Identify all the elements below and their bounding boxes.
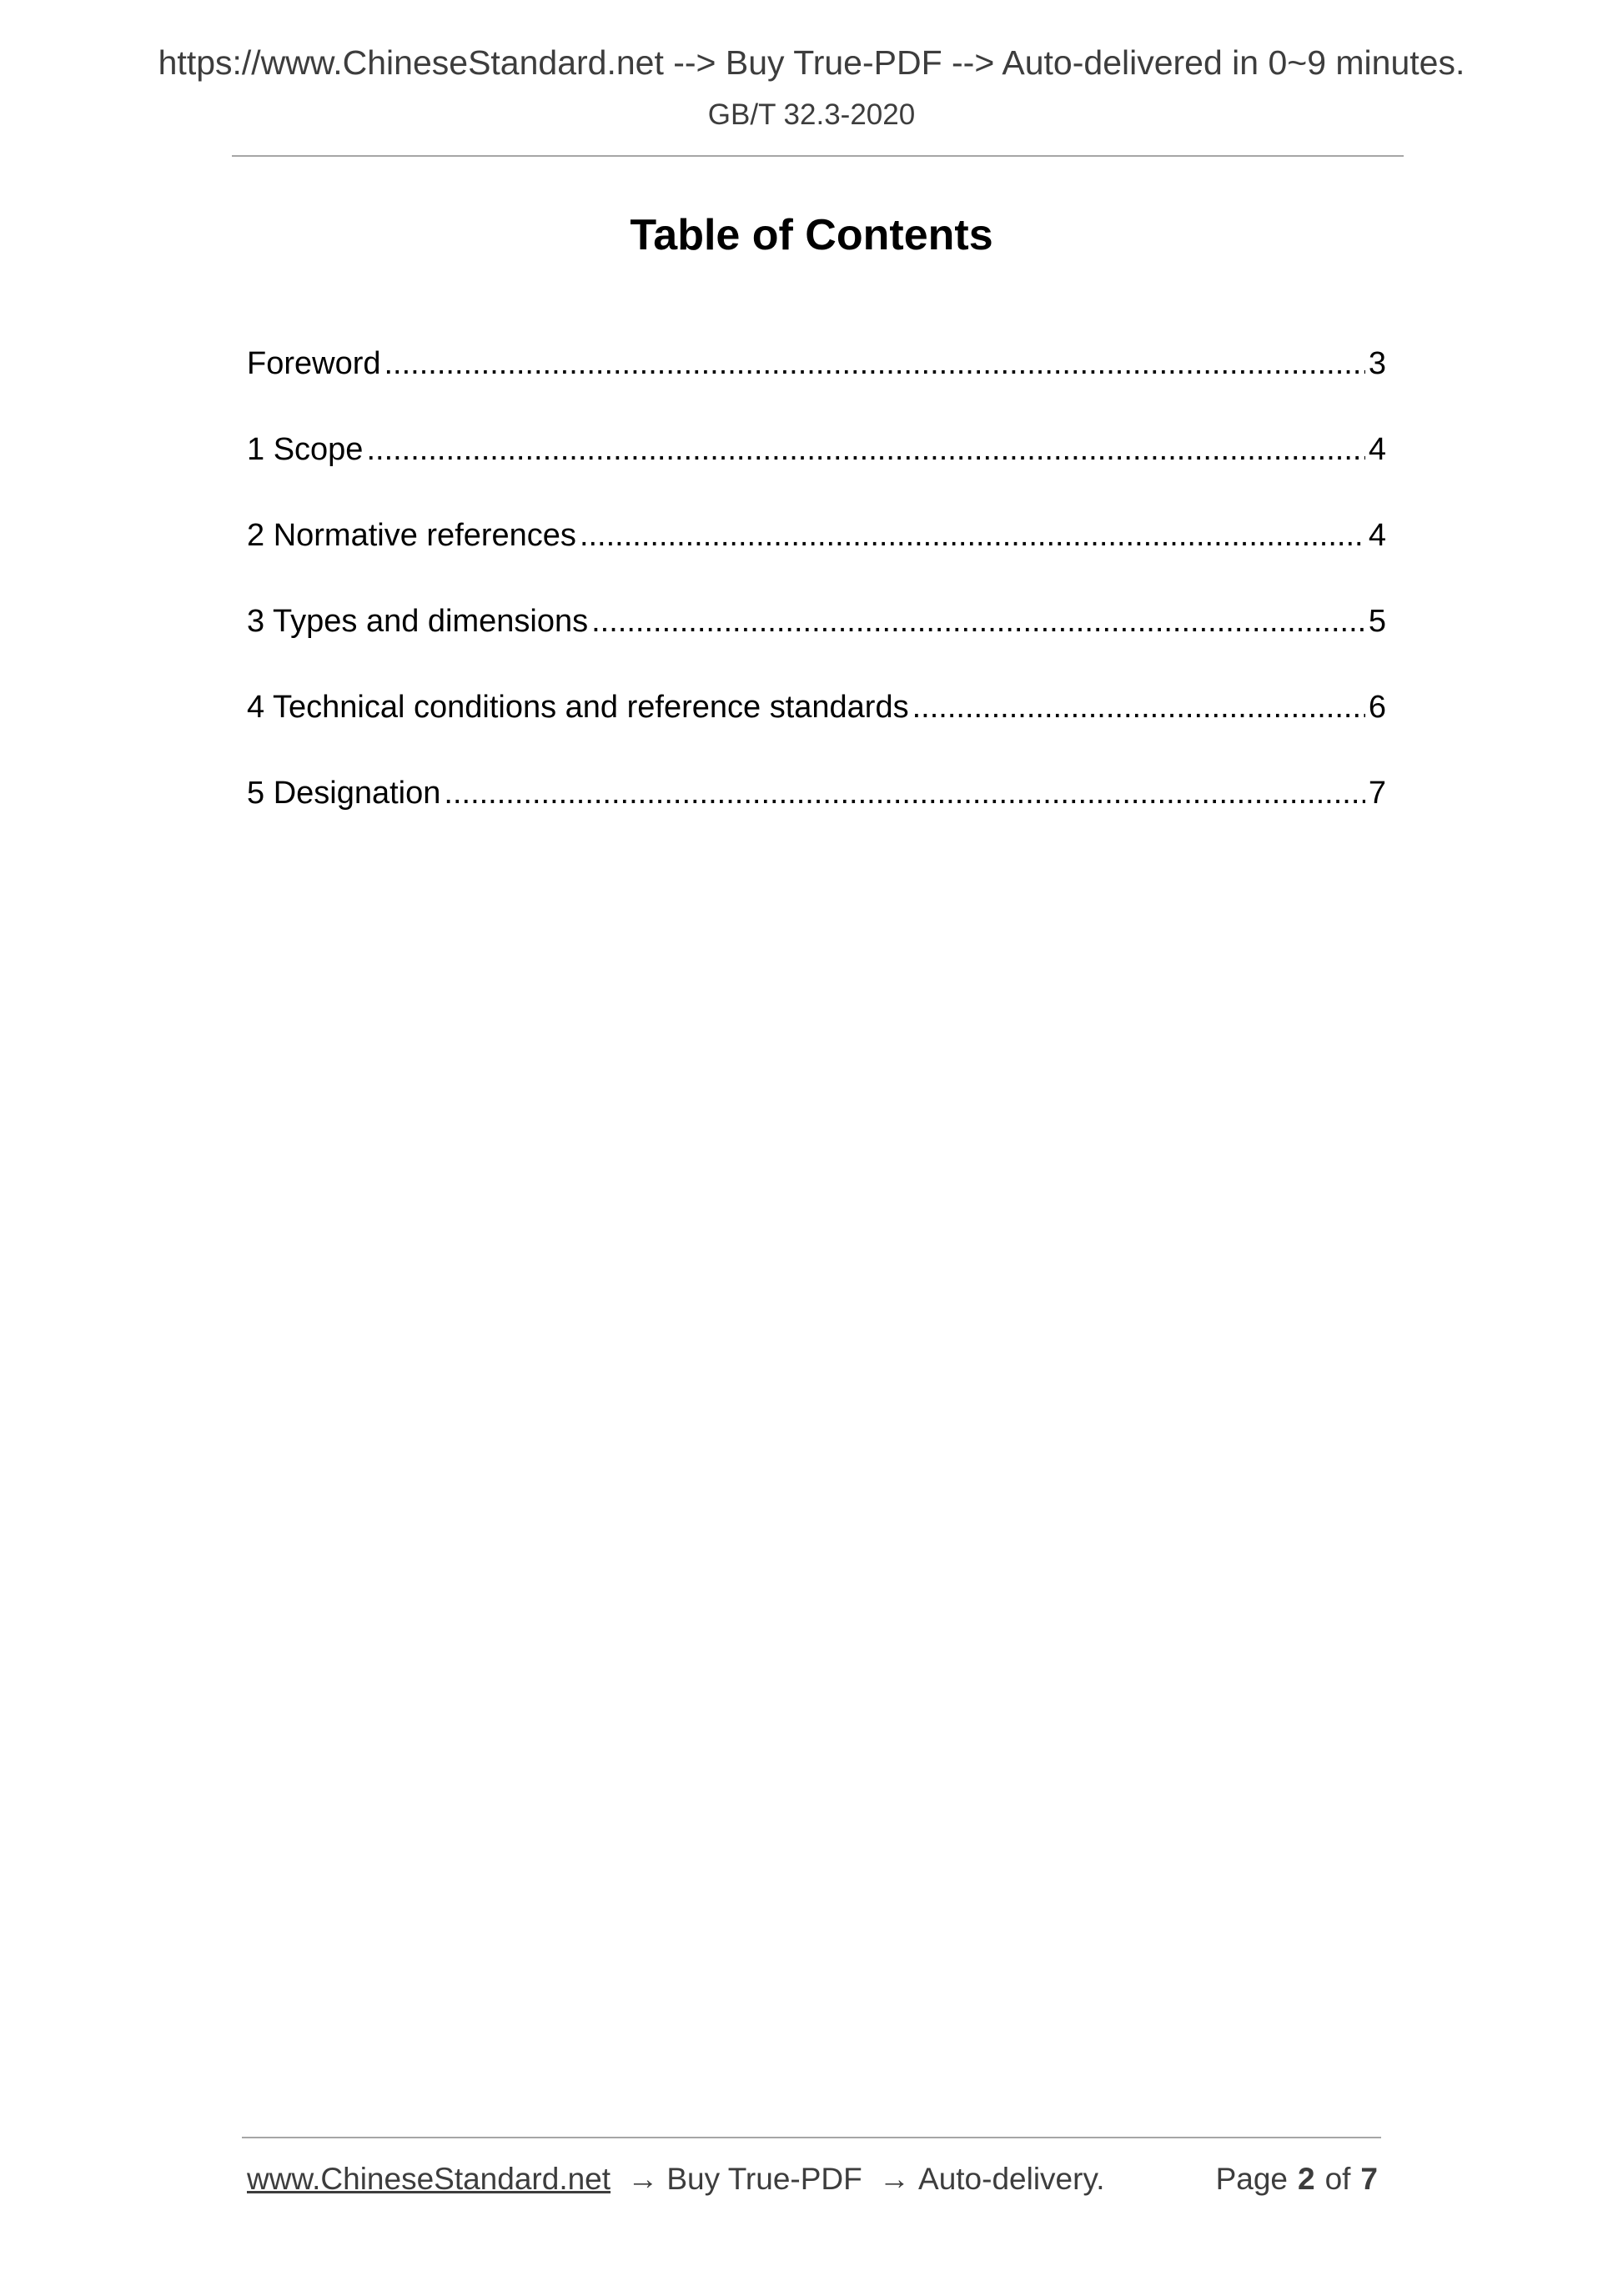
arrow-right-icon: → [879,2162,911,2196]
page-indicator [1216,2162,1378,2197]
toc-entry-page: 3 [1368,346,1386,381]
toc-entry-foreword[interactable] [247,340,1386,426]
toc-entry-types-and-dimensions[interactable] [247,598,1386,684]
toc-entry-page: 4 [1368,432,1386,467]
current-page-number: 2 [1297,2162,1315,2196]
toc-dot-leader [366,426,1364,473]
page-word: Page [1215,2162,1288,2196]
of-word: of [1324,2162,1351,2196]
footer-buy-text: Buy True-PDF [666,2162,862,2196]
header-url-line: https://www.ChineseStandard.net --> Buy True-PDF --> Auto-delivered in 0~9 minutes. [158,43,1465,82]
header-divider [232,155,1404,157]
toc-entry-page: 6 [1368,690,1386,725]
footer-site-link[interactable]: www.ChineseStandard.net [247,2162,611,2196]
footer-delivery-text: Auto-delivery. [918,2162,1105,2196]
toc-entry-label: Foreword [247,346,381,381]
toc-entry-page: 7 [1368,776,1386,811]
page-footer [247,2162,1378,2197]
toc-dot-leader [591,598,1365,645]
toc-entry-label: 5 Designation [247,776,441,811]
toc-entry-label: 2 Normative references [247,518,576,553]
page-title: Table of Contents [630,211,993,259]
toc-entry-page: 4 [1368,518,1386,553]
arrow-right-icon: → [627,2162,659,2196]
toc-dot-leader [444,770,1364,816]
toc-entry-scope[interactable] [247,426,1386,512]
total-page-number: 7 [1360,2162,1378,2196]
toc-list [247,340,1386,856]
toc-dot-leader [384,340,1365,387]
toc-entry-normative-references[interactable] [247,512,1386,598]
toc-entry-label: 4 Technical conditions and reference standards [247,690,909,725]
toc-entry-technical-conditions[interactable] [247,684,1386,770]
document-code: GB/T 32.3-2020 [707,98,916,131]
toc-entry-designation[interactable] [247,770,1386,856]
toc-dot-leader [912,684,1365,731]
footer-divider [242,2137,1381,2138]
toc-dot-leader [580,512,1365,559]
toc-entry-page: 5 [1368,604,1386,639]
toc-entry-label: 3 Types and dimensions [247,604,589,639]
toc-entry-label: 1 Scope [247,432,364,467]
